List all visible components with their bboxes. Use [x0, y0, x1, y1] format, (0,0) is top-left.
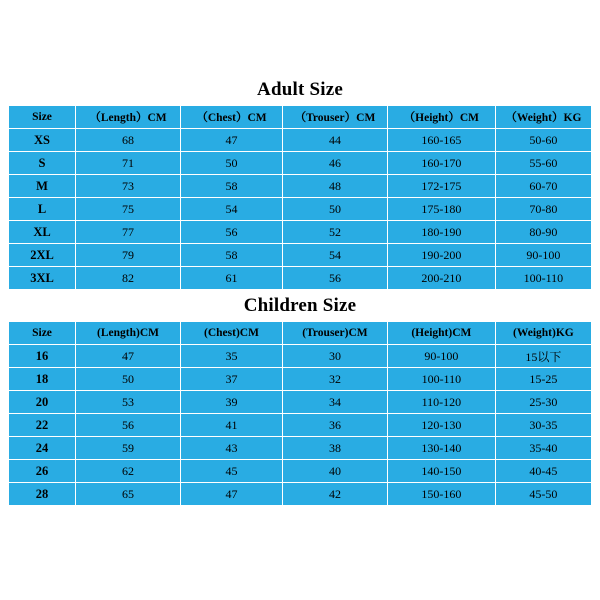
cell-height: 100-110 — [387, 368, 495, 391]
table-row — [9, 437, 592, 460]
cell-size: S — [9, 152, 76, 175]
cell-chest: 50 — [180, 152, 282, 175]
cell-weight: 90-100 — [495, 244, 591, 267]
children-header-length: (Length)CM — [76, 322, 181, 345]
cell-height: 190-200 — [387, 244, 495, 267]
cell-trouser: 52 — [282, 221, 387, 244]
cell-trouser: 32 — [282, 368, 387, 391]
adult-header-length: （Length）CM — [76, 106, 181, 129]
cell-height: 120-130 — [387, 414, 495, 437]
cell-chest: 54 — [180, 198, 282, 221]
table-row — [9, 267, 592, 290]
cell-height: 172-175 — [387, 175, 495, 198]
cell-length: 73 — [76, 175, 181, 198]
cell-size: 28 — [9, 483, 76, 506]
cell-size: L — [9, 198, 76, 221]
cell-chest: 58 — [180, 175, 282, 198]
cell-chest: 45 — [180, 460, 282, 483]
cell-size: 18 — [9, 368, 76, 391]
children-table-header — [9, 322, 592, 345]
cell-weight: 70-80 — [495, 198, 591, 221]
cell-size: 26 — [9, 460, 76, 483]
cell-weight: 30-35 — [495, 414, 591, 437]
cell-weight: 40-45 — [495, 460, 591, 483]
table-row — [9, 368, 592, 391]
cell-chest: 47 — [180, 129, 282, 152]
cell-size: 16 — [9, 345, 76, 368]
cell-chest: 39 — [180, 391, 282, 414]
cell-weight: 25-30 — [495, 391, 591, 414]
children-header-height: (Height)CM — [387, 322, 495, 345]
cell-weight: 100-110 — [495, 267, 591, 290]
children-table-body — [9, 345, 592, 506]
cell-length: 75 — [76, 198, 181, 221]
adult-header-size: Size — [9, 106, 76, 129]
cell-height: 90-100 — [387, 345, 495, 368]
cell-trouser: 48 — [282, 175, 387, 198]
adult-header-trouser: （Trouser）CM — [282, 106, 387, 129]
cell-chest: 58 — [180, 244, 282, 267]
cell-length: 62 — [76, 460, 181, 483]
cell-length: 59 — [76, 437, 181, 460]
cell-height: 110-120 — [387, 391, 495, 414]
cell-length: 68 — [76, 129, 181, 152]
cell-length: 50 — [76, 368, 181, 391]
children-header-size: Size — [9, 322, 76, 345]
cell-trouser: 46 — [282, 152, 387, 175]
bottom-spacer — [0, 506, 600, 516]
adult-size-table — [8, 105, 592, 290]
cell-weight: 15以下 — [495, 345, 591, 368]
cell-height: 175-180 — [387, 198, 495, 221]
cell-trouser: 44 — [282, 129, 387, 152]
cell-height: 130-140 — [387, 437, 495, 460]
cell-length: 65 — [76, 483, 181, 506]
cell-size: M — [9, 175, 76, 198]
cell-height: 160-170 — [387, 152, 495, 175]
cell-weight: 15-25 — [495, 368, 591, 391]
adult-table-body — [9, 129, 592, 290]
table-row — [9, 391, 592, 414]
cell-chest: 41 — [180, 414, 282, 437]
table-row — [9, 483, 592, 506]
cell-size: XL — [9, 221, 76, 244]
cell-chest: 43 — [180, 437, 282, 460]
cell-height: 200-210 — [387, 267, 495, 290]
cell-height: 160-165 — [387, 129, 495, 152]
adult-size-title: Adult Size — [257, 79, 343, 100]
table-row — [9, 345, 592, 368]
cell-length: 47 — [76, 345, 181, 368]
cell-trouser: 38 — [282, 437, 387, 460]
cell-size: 24 — [9, 437, 76, 460]
children-header-weight: (Weight)KG — [495, 322, 591, 345]
cell-chest: 56 — [180, 221, 282, 244]
top-spacer — [0, 0, 600, 78]
children-header-trouser: (Trouser)CM — [282, 322, 387, 345]
cell-chest: 37 — [180, 368, 282, 391]
cell-trouser: 50 — [282, 198, 387, 221]
cell-chest: 35 — [180, 345, 282, 368]
cell-length: 53 — [76, 391, 181, 414]
cell-length: 71 — [76, 152, 181, 175]
cell-size: 2XL — [9, 244, 76, 267]
cell-weight: 80-90 — [495, 221, 591, 244]
adult-header-weight: （Weight）KG — [495, 106, 591, 129]
cell-length: 82 — [76, 267, 181, 290]
cell-size: 3XL — [9, 267, 76, 290]
adult-header-chest: （Chest）CM — [180, 106, 282, 129]
table-row — [9, 414, 592, 437]
cell-length: 79 — [76, 244, 181, 267]
children-header-chest: (Chest)CM — [180, 322, 282, 345]
cell-trouser: 42 — [282, 483, 387, 506]
cell-height: 150-160 — [387, 483, 495, 506]
cell-height: 180-190 — [387, 221, 495, 244]
cell-trouser: 34 — [282, 391, 387, 414]
cell-length: 56 — [76, 414, 181, 437]
children-size-title: Children Size — [243, 295, 357, 316]
adult-header-height: （Height）CM — [387, 106, 495, 129]
table-row — [9, 129, 592, 152]
cell-trouser: 40 — [282, 460, 387, 483]
cell-weight: 35-40 — [495, 437, 591, 460]
cell-trouser: 56 — [282, 267, 387, 290]
table-header-row — [9, 322, 592, 345]
cell-trouser: 30 — [282, 345, 387, 368]
table-row — [9, 460, 592, 483]
cell-trouser: 54 — [282, 244, 387, 267]
table-row — [9, 152, 592, 175]
cell-size: XS — [9, 129, 76, 152]
cell-height: 140-150 — [387, 460, 495, 483]
children-size-table — [8, 321, 592, 506]
table-row — [9, 198, 592, 221]
cell-length: 77 — [76, 221, 181, 244]
cell-weight: 55-60 — [495, 152, 591, 175]
cell-weight: 60-70 — [495, 175, 591, 198]
cell-weight: 50-60 — [495, 129, 591, 152]
table-header-row — [9, 106, 592, 129]
cell-size: 22 — [9, 414, 76, 437]
cell-trouser: 36 — [282, 414, 387, 437]
cell-chest: 47 — [180, 483, 282, 506]
table-row — [9, 221, 592, 244]
table-row — [9, 175, 592, 198]
cell-chest: 61 — [180, 267, 282, 290]
adult-table-header — [9, 106, 592, 129]
table-row — [9, 244, 592, 267]
cell-weight: 45-50 — [495, 483, 591, 506]
cell-size: 20 — [9, 391, 76, 414]
